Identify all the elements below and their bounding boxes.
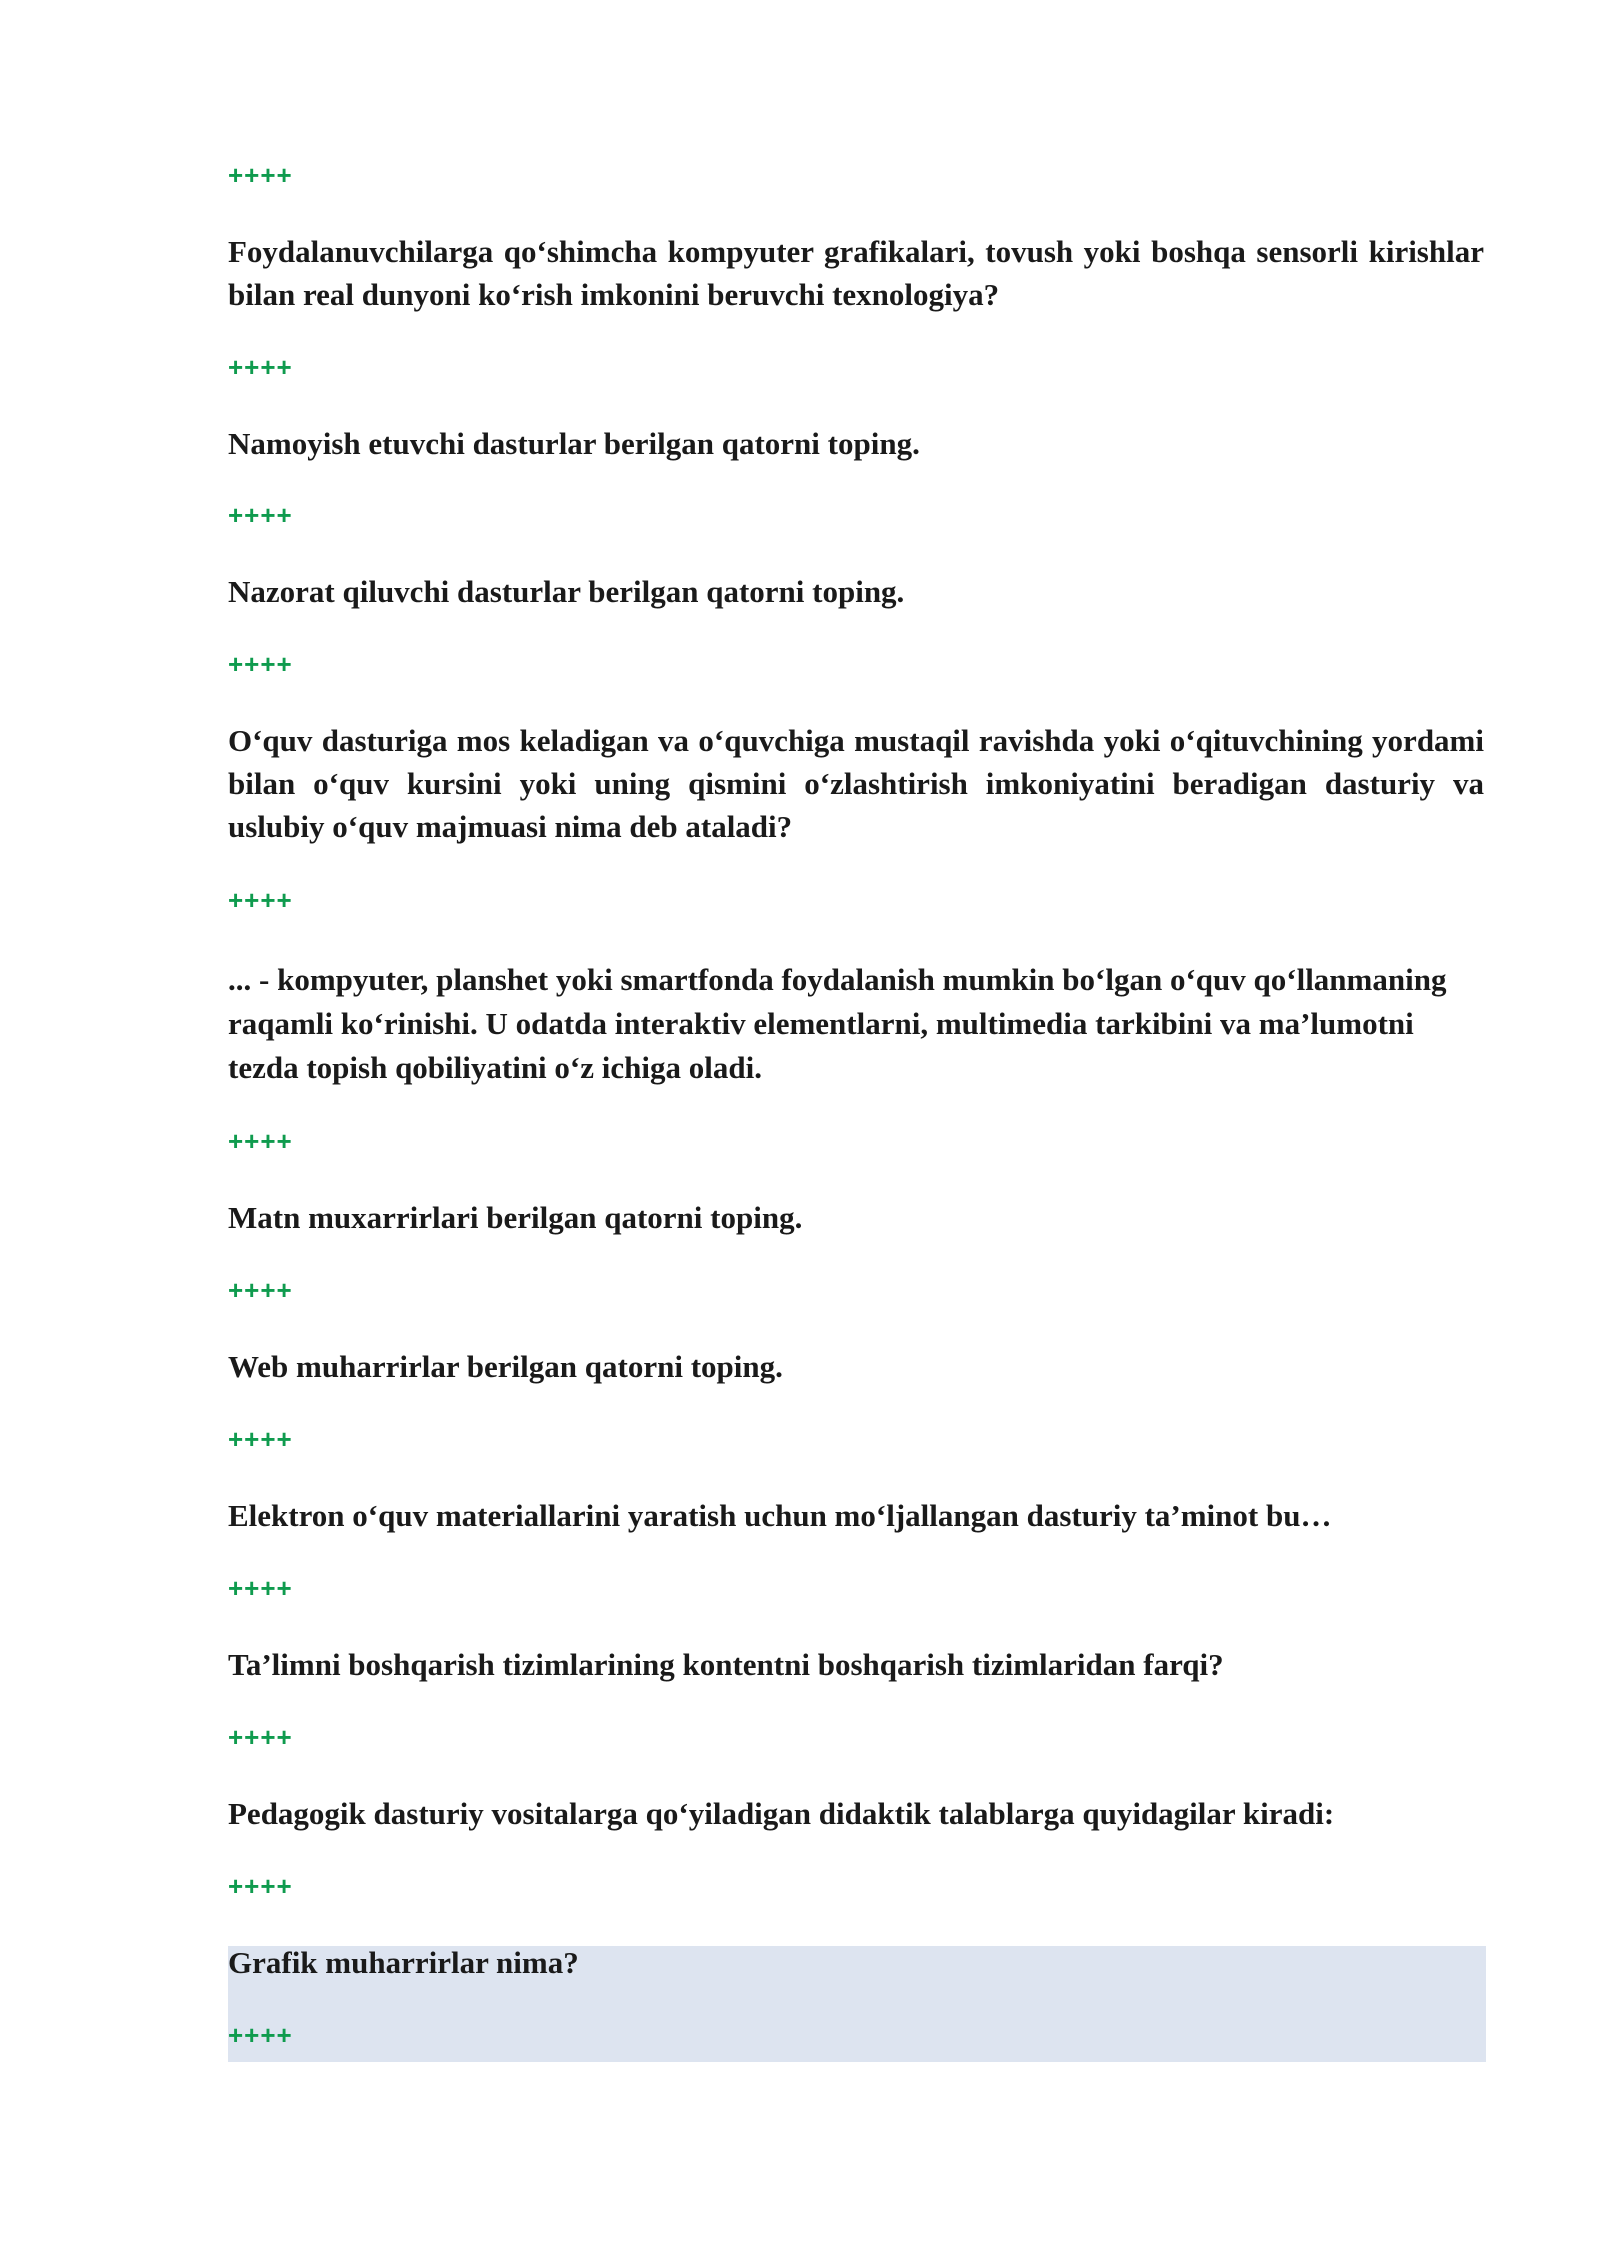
question-text: Nazorat qiluvchi dasturlar berilgan qatorni toping.: [228, 574, 905, 609]
question-text: Grafik muharrirlar nima?: [228, 1945, 579, 1980]
separator: ++++: [228, 649, 293, 679]
separator: ++++: [228, 1871, 293, 1901]
separator: ++++: [228, 1126, 293, 1156]
question-text: Namoyish etuvchi dasturlar berilgan qatorni toping.: [228, 426, 920, 461]
question-text: Foydalanuvchilarga qo‘shimcha kompyuter grafikalari, tovush yoki boshqa sensorli kirishlar bilan real dunyoni ko‘rish imkonini beruvchi texnologiya?: [228, 234, 1484, 312]
question-text: O‘quv dasturiga mos keladigan va o‘quvchiga mustaqil ravishda yoki o‘qituvchining yordami bilan o‘quv kursini yoki uning qismini o‘zlashtirish imkoniyatini beradigan dasturiy va uslubiy o‘quv majmuasi nima deb ataladi?: [228, 723, 1484, 844]
question-text: Ta’limni boshqarish tizimlarining kontentni boshqarish tizimlaridan farqi?: [228, 1647, 1224, 1682]
separator: ++++: [228, 352, 293, 382]
separator: ++++: [228, 1722, 293, 1752]
separator: ++++: [228, 1424, 293, 1454]
separator: ++++: [228, 1275, 293, 1305]
separator: ++++: [228, 2020, 293, 2050]
question-text: ... - kompyuter, planshet yoki smartfonda foydalanish mumkin bo‘lgan o‘quv qo‘llanmaning raqamli ko‘rinishi. U odatda interaktiv elementlarni, multimedia tarkibini va ma’lumotni tezda topish qobiliyatini o‘z ichiga oladi.: [228, 962, 1447, 1085]
question-text: Pedagogik dasturiy vositalarga qo‘yiladigan didaktik talablarga quyidagilar kiradi:: [228, 1796, 1335, 1831]
question-text: Matn muxarrirlari berilgan qatorni toping.: [228, 1200, 803, 1235]
question-text: Elektron o‘quv materiallarini yaratish uchun mo‘ljallangan dasturiy ta’minot bu…: [228, 1498, 1332, 1533]
question-text: Web muharrirlar berilgan qatorni toping.: [228, 1349, 783, 1384]
separator: ++++: [228, 160, 293, 190]
separator: ++++: [228, 885, 293, 915]
separator: ++++: [228, 1573, 293, 1603]
separator: ++++: [228, 500, 293, 530]
